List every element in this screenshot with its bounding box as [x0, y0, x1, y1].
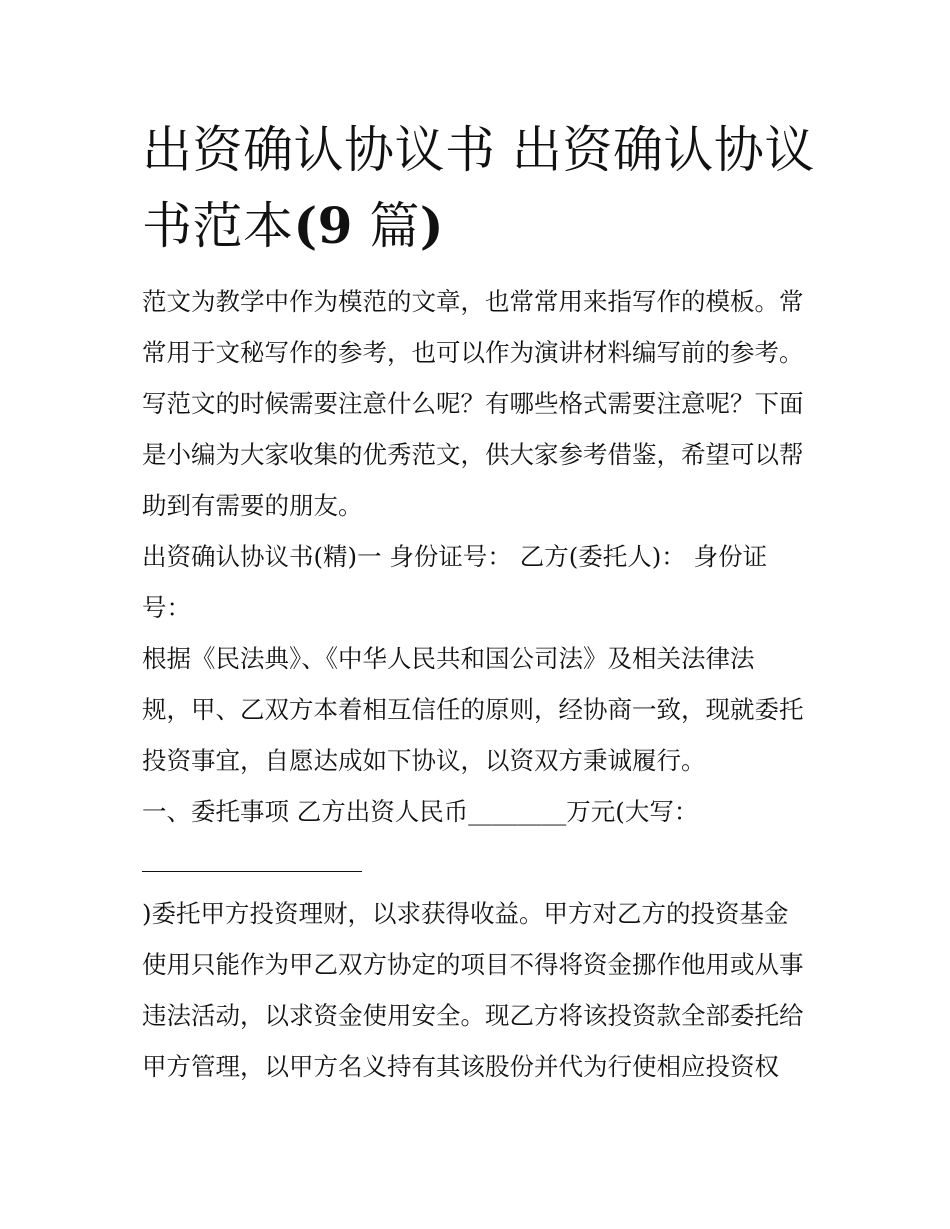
body-line: 范文为教学中作为模范的文章，也常常用来指写作的模板。常 — [142, 287, 804, 316]
body-line: )委托甲方投资理财，以求获得收益。甲方对乙方的投资基金 — [142, 899, 789, 928]
title-line-2-end: ) — [419, 196, 445, 255]
body-line: 投资事宜，自愿达成如下协议，以资双方秉诚履行。 — [142, 746, 706, 775]
body-line: 常用于文秘写作的参考，也可以作为演讲材料编写前的参考。 — [142, 338, 804, 367]
document-title — [142, 112, 832, 264]
title-line-2-prefix: 书范本 — [142, 197, 294, 255]
body-line: 一、委托事项 乙方出资人民币________万元(大写： — [142, 797, 699, 826]
title-line-2-mid: 篇 — [352, 197, 420, 255]
body-line: 甲方管理，以甲方名义持有其该股份并代为行使相应投资权 — [142, 1052, 779, 1081]
body-line: 是小编为大家收集的优秀范文，供大家参考借鉴，希望可以帮 — [142, 440, 804, 469]
body-line: 助到有需要的朋友。 — [142, 491, 363, 520]
body-line: 写范文的时候需要注意什么呢？有哪些格式需要注意呢？下面 — [142, 389, 804, 418]
body-line: 使用只能作为甲乙双方协定的项目不得将资金挪作他用或从事 — [142, 950, 804, 979]
body-line: 违法活动，以求资金使用安全。现乙方将该投资款全部委托给 — [142, 1001, 804, 1030]
body-line: 规，甲、乙双方本着相互信任的原则，经协商一致，现就委托 — [142, 695, 804, 724]
blank-underline — [142, 871, 362, 872]
body-line: 根据《民法典》、《中华人民共和国公司法》及相关法律法 — [142, 644, 755, 673]
body-line: 号： — [142, 593, 191, 622]
title-line-2-bold: (9 — [293, 196, 353, 255]
body-line: 出资确认协议书(精)一 身份证号： 乙方(委托人)： 身份证 — [142, 542, 768, 571]
title-line-1: 出资确认协议书 出资确认协议 — [142, 121, 815, 179]
blank-fill-line — [142, 837, 822, 888]
document-body — [142, 276, 822, 1092]
